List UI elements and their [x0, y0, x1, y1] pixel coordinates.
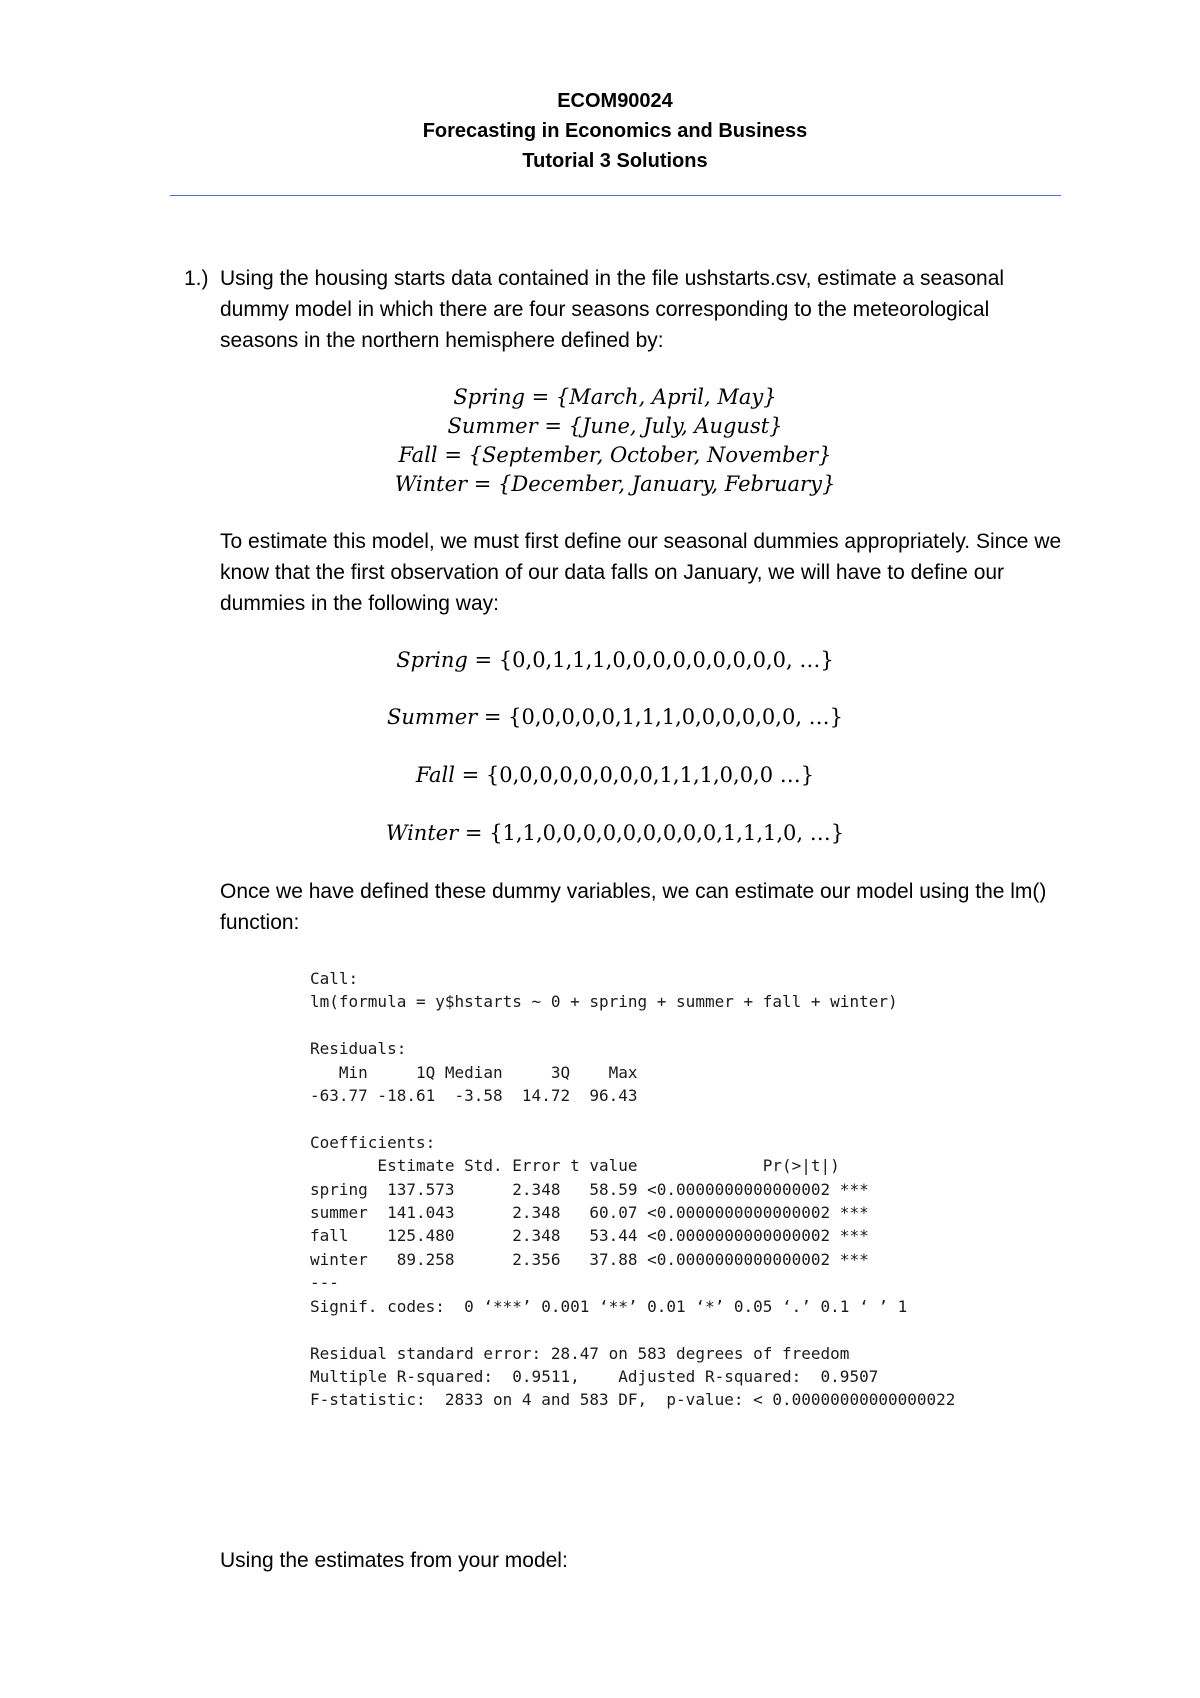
- question-intro: Using the housing starts data contained in the file ushstarts.csv, estimate a seasonal dummy model in which there are four seasons corresponding to the meteorological seasons in the northern hemisphere defined by:: [220, 267, 1005, 352]
- r-regression-output: Call: lm(formula = y$hstarts ~ 0 + spring + summer + fall + winter) Residuals: Min 1Q Median 3Q Max -63.77 -18.61 -3.58 14.72 96.43 Coefficients: Estimate Std. Error t value Pr(>|t|) spring 137.573 2.348 58.59 <0.0000000000000002 *** summer 141.043 2.348 60.07 <0.0000000000000002 *** fall 125.480 2.348 53.44 <0.0000000000000002 *** winter 89.258 2.356 37.88 <0.0000000000000002 *** --- Signif. codes: 0 ‘***’ 0.001 ‘**’ 0.01 ‘*’ 0.05 ‘.’ 0.1 ‘ ’ 1 Residual standard error: 28.47 on 583 degrees of freedom Multiple R-squared: 0.9511, Adjusted R-squared: 0.9507 F-statistic: 2833 on 4 and 583 DF, p-value: < 0.00000000000000022: [310, 969, 956, 1410]
- season-definition: Summer = {June, July, August}: [447, 414, 783, 438]
- header-divider: [170, 195, 1061, 196]
- season-definition: Winter = {December, January, February}: [394, 472, 836, 496]
- dummy-summer: Summer = {0,0,0,0,0,1,1,1,0,0,0,0,0,0, …}: [386, 705, 844, 729]
- document-title: Tutorial 3 Solutions: [522, 150, 708, 172]
- dummy-fall: Fall = {0,0,0,0,0,0,0,0,1,1,1,0,0,0 …}: [415, 763, 815, 787]
- dummy-definition-intro: To estimate this model, we must first define our seasonal dummies appropriately. Since we know that the first observation of our data falls on January, we will have to define our dummies in the following way:: [220, 530, 1062, 615]
- document-header: [170, 86, 1060, 176]
- season-definition: Fall = {September, October, November}: [398, 443, 832, 467]
- season-definition: Spring = {March, April, May}: [453, 385, 777, 409]
- dummy-spring: Spring = {0,0,1,1,1,0,0,0,0,0,0,0,0,0, …}: [396, 648, 834, 672]
- follow-up-prompt: Using the estimates from your model:: [220, 1549, 568, 1572]
- course-title: Forecasting in Economics and Business: [422, 120, 808, 142]
- season-definitions: [170, 383, 1060, 499]
- question-number: 1.): [184, 267, 209, 290]
- dummy-winter: Winter = {1,1,0,0,0,0,0,0,0,0,0,1,1,1,0, …}: [385, 821, 845, 845]
- lm-intro: Once we have defined these dummy variables, we can estimate our model using the lm() function:: [220, 880, 1047, 934]
- course-code: ECOM90024: [557, 90, 673, 112]
